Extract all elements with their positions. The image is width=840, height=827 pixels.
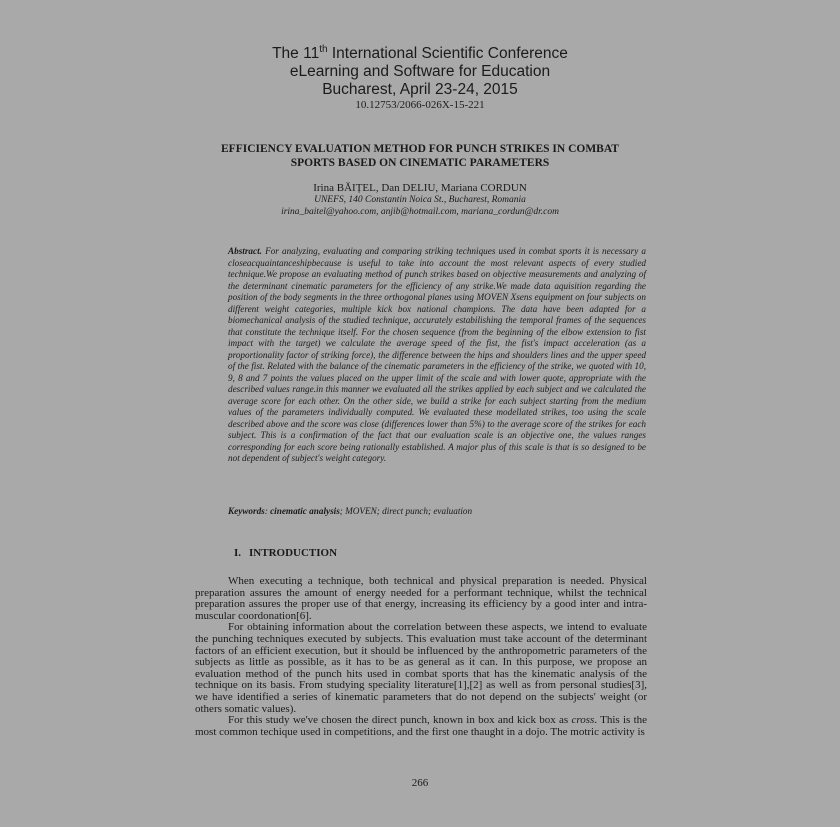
keywords-label: Keywords xyxy=(228,506,265,516)
author-block xyxy=(0,182,840,218)
section-heading xyxy=(234,547,345,559)
emails: irina_baitel@yahoo.com, anjib@hotmail.com, mariana_cordun@dr.com xyxy=(281,207,559,217)
keywords: Keywords: cinematic analysis; MOVEN; direct punch; evaluation xyxy=(228,506,473,516)
title-line-2: SPORTS BASED ON CINEMATIC PARAMETERS xyxy=(290,157,550,169)
doi: 10.12753/2066-026X-15-221 xyxy=(355,99,485,112)
paper-title xyxy=(180,142,660,170)
conference-topic: eLearning and Software for Education xyxy=(289,63,551,81)
section-title: INTRODUCTION xyxy=(249,547,338,559)
keyword-first: cinematic analysis xyxy=(270,506,340,516)
paragraph-1: When executing a technique, both technical and physical preparation is needed. Physical preparation assures the amount of energy needed for a performant technique, whilst the technical preparation assures the proper use of that energy, increasing its efficiency by a good inter and intra-muscular coordonation[6]. xyxy=(195,575,647,622)
section-number: I. xyxy=(234,547,242,559)
page-number: 266 xyxy=(411,777,429,789)
conference-location-date: Bucharest, April 23-24, 2015 xyxy=(322,81,518,99)
abstract xyxy=(228,246,646,465)
keywords-rest: ; MOVEN; direct punch; evaluation xyxy=(339,506,473,516)
abstract-label: Abstract. xyxy=(228,246,262,256)
paragraph-2: For obtaining information about the correlation between these aspects, we intend to evaluate the punching techniques executed by subjects. This evaluation must take account of the determinant factors of an efficient execution, but it should be influenced by the anthropometric parameters of the subjects as little as possible, as it has to be as general as it can. In this purpose, we propose an evaluation method of the punch hits used in combat sports that has the kinematic analysis of the technique on its basis. From studying speciality literature[1],[2] as well as from personal studies[3], we have identified a series of kinematic parameters that do not depend on the subjects' weight (or others somatic values). xyxy=(195,621,647,715)
abstract-text: For analyzing, evaluating and comparing striking techniques used in combat sports it is necessary a closeacquaintanceshipbecause is useful to take into account the most relevant aspects of every studied technique.We propose an evaluating method of punch strikes based on objective measurements and analyzing of the determinant cinematic parameters for the efficiency of any strike.We made data aquisition regarding the position of the body segments in the three orthogonal planes using MOVEN Xsens equipment on four subjects on different weight categories, multiple kick box national champions. The data have been adapted for a biomechanical analysis of the studied technique, accurately estabilishing the temporal frames of the sequences that constitute the technique itself. For the chosen sequence (from the beginning of the elbow extension to fist impact with the target) we calculate the average speed of the fist, the fist's impact acceleration (as a proportionality factor of striking force), the difference between the hips and shoulders lines and the upper speed of the fist. Related with the balance of the cinematic parameters in the efficiency of the strike, we quoted with 10, 9, 8 and 7 points the values placed on the upper limit of the scale and with lower quote, appropriate with the described values range.in this manner we evaluated all the strikes applied by each subject and we calculated the average score for each other. On the other side, we build a strike for each subject starting from the medium values of the parameters individually computed. We evaluated these modellated strikes, too using the scale described above and the score was close (differences lower than 5%) to the average score of the strikes for each subject. This is a confirmation of the fact that our evaluation scale is an objective one, the values ranges corresponding for each score being rationally established. A major plus of this scale is that is so designed to be not dependent of subject's weight category. xyxy=(228,246,646,463)
conference-header xyxy=(0,41,840,112)
title-line-1: EFFICIENCY EVALUATION METHOD FOR PUNCH STRIKES IN COMBAT xyxy=(221,143,619,155)
body-text xyxy=(195,576,647,738)
conference-name: The 11th International Scientific Conference xyxy=(272,44,568,63)
affiliation: UNEFS, 140 Constantin Noica St., Bucharest, Romania xyxy=(314,195,526,205)
authors: Irina BĂIȚEL, Dan DELIU, Mariana CORDUN xyxy=(313,182,527,194)
paragraph-3: For this study we've chosen the direct punch, known in box and kick box as cross. This is the most common techique used in competitions, and the first one thaught in a dojo. The motric activity is xyxy=(195,714,648,738)
